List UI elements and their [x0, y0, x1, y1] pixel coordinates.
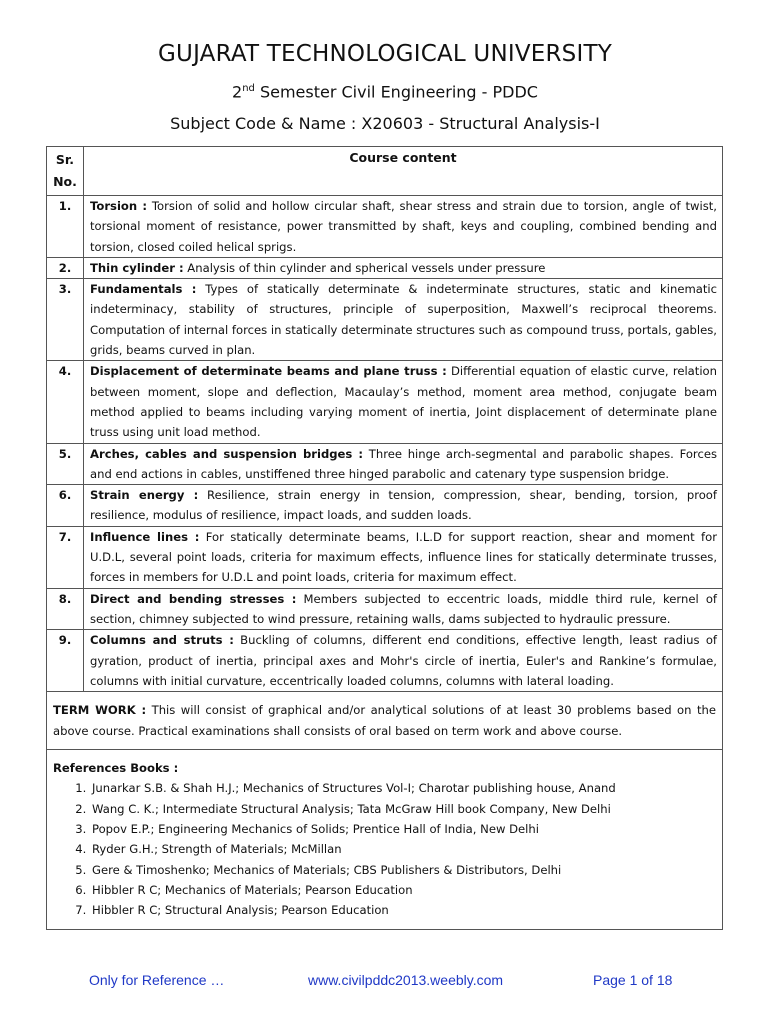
footer-note: Only for Reference …: [89, 972, 225, 988]
table-header-row: [47, 147, 723, 196]
row-number: 4.: [47, 361, 84, 443]
page-header: [0, 38, 770, 135]
footer-website-link[interactable]: www.civilpddc2013.weebly.com: [308, 972, 504, 988]
row-topic-text: Analysis of thin cylinder and spherical vessels under pressure: [183, 260, 546, 275]
table-row: [47, 485, 723, 527]
row-number: 9.: [47, 630, 84, 692]
row-topic-title: Columns and struts :: [90, 633, 234, 648]
row-content: [84, 526, 723, 588]
reference-item: 3. Popov E.P.; Engineering Mechanics of Solids; Prentice Hall of India, New Delhi: [90, 819, 716, 839]
row-content: [84, 443, 723, 485]
row-content: [84, 196, 723, 258]
row-topic-text: Differential equation of elastic curve, relation between moment, slope and deflection, Macaulay’s method, moment area method, conjugate beam method applied to beams including varying moment of inertia, Joint displacement of determinate plane truss using unit load method.: [90, 364, 717, 440]
course-table: [46, 146, 723, 930]
row-content: [84, 588, 723, 630]
row-number: 3.: [47, 279, 84, 361]
table-row: [47, 526, 723, 588]
row-topic-text: For statically determinate beams, I.L.D for support reaction, shear and moment for U.D.L, several point loads, criteria for maximum effects, influence lines for statically determinate trusses, forces in members for U.D.L and point loads, criteria for maximum effect.: [90, 529, 717, 585]
row-topic-title: Strain energy :: [90, 488, 199, 503]
references-list: [53, 778, 716, 920]
university-title: GUJARAT TECHNOLOGICAL UNIVERSITY: [158, 41, 612, 67]
row-number: 1.: [47, 196, 84, 258]
reference-item: 7. Hibbler R C; Structural Analysis; Pearson Education: [90, 900, 716, 920]
reference-item: 5. Gere & Timoshenko; Mechanics of Materials; CBS Publishers & Distributors, Delhi: [90, 860, 716, 880]
row-number: 2.: [47, 257, 84, 278]
reference-item: 6. Hibbler R C; Mechanics of Materials; Pearson Education: [90, 880, 716, 900]
row-topic-title: Thin cylinder :: [90, 260, 184, 275]
table-row: [47, 443, 723, 485]
row-topic-text: Types of statically determinate & indeterminate structures, static and kinematic indeterminacy, stability of structures, principle of superposition, Maxwell’s reciprocal theorems. Computation of internal forces in statically determinate structures such as compound truss, portals, gables, grids, beams curved in plan.: [90, 282, 717, 358]
row-number: 8.: [47, 588, 84, 630]
course-content-header: Course content: [84, 147, 723, 196]
row-content: [84, 279, 723, 361]
table-row: [47, 279, 723, 361]
sr-no-header: [47, 147, 84, 196]
row-topic-title: Direct and bending stresses :: [90, 591, 297, 606]
page-footer: [0, 972, 770, 994]
semester-number: 2: [232, 82, 243, 102]
reference-item: 2. Wang C. K.; Intermediate Structural Analysis; Tata McGraw Hill book Company, New Delhi: [90, 799, 716, 819]
semester-text: Semester Civil Engineering - PDDC: [254, 82, 538, 102]
row-topic-title: Torsion :: [90, 199, 147, 213]
reference-item: 1. Junarkar S.B. & Shah H.J.; Mechanics of Structures Vol-I; Charotar publishing house, Anand: [90, 778, 716, 798]
table-row: [47, 196, 723, 258]
term-work-text: This will consist of graphical and/or analytical solutions of at least 30 problems based on the above course. Practical examinations shall consists of oral based on term work and above course.: [53, 703, 716, 738]
table-row: [47, 257, 723, 278]
term-work: [47, 692, 723, 750]
table-row: [47, 630, 723, 692]
row-topic-text: Buckling of columns, different end conditions, effective length, least radius of gyration, product of inertia, principal axes and Mohr's circle of inertia, Euler's and Rankine’s formulae, columns with initial curvature, eccentrically loaded columns, columns with lateral loading.: [90, 633, 717, 688]
semester-superscript: nd: [242, 83, 255, 94]
row-topic-title: Displacement of determinate beams and plane truss :: [90, 364, 447, 379]
semester-line: [0, 78, 770, 103]
row-topic-text: Three hinge arch-segmental and parabolic shapes. Forces and end actions in cables, unstiffened three hinged parabolic and catenary type suspension bridge.: [90, 446, 717, 481]
subject-line: Subject Code & Name : X20603 - Structural Analysis-I: [170, 114, 600, 134]
row-content: [84, 361, 723, 443]
row-topic-title: Fundamentals :: [90, 282, 197, 297]
row-topic-title: Influence lines :: [90, 529, 200, 544]
footer-page-number: Page 1 of 18: [593, 972, 673, 988]
references: [47, 750, 723, 929]
row-topic-title: Arches, cables and suspension bridges :: [90, 446, 364, 461]
no-label: No.: [53, 174, 77, 189]
row-content: [84, 257, 723, 278]
term-work-title: TERM WORK :: [53, 703, 147, 718]
row-number: 6.: [47, 485, 84, 527]
table-row: [47, 361, 723, 443]
row-topic-text: Torsion of solid and hollow circular shaft, shear stress and strain due to torsion, angle of twist, torsional moment of resistance, power transmitted by shaft, keys and coupling, combined bending and torsion, closed coiled helical sprigs.: [90, 199, 717, 254]
references-title: References Books :: [53, 761, 179, 776]
sr-label: Sr.: [55, 152, 75, 167]
row-content: [84, 485, 723, 527]
table-row: [47, 588, 723, 630]
row-topic-text: Members subjected to eccentric loads, middle third rule, kernel of section, chimney subjected to wind pressure, retaining walls, dams subjected to hydraulic pressure.: [90, 591, 717, 626]
row-content: [84, 630, 723, 692]
row-number: 7.: [47, 526, 84, 588]
term-work-row: [47, 692, 723, 750]
references-row: [47, 750, 723, 929]
row-number: 5.: [47, 443, 84, 485]
row-topic-text: Resilience, strain energy in tension, compression, shear, bending, torsion, proof resilience, modulus of resilience, impact loads, and sudden loads.: [90, 488, 717, 523]
reference-item: 4. Ryder G.H.; Strength of Materials; McMillan: [90, 839, 716, 859]
course-rows: [47, 196, 723, 692]
